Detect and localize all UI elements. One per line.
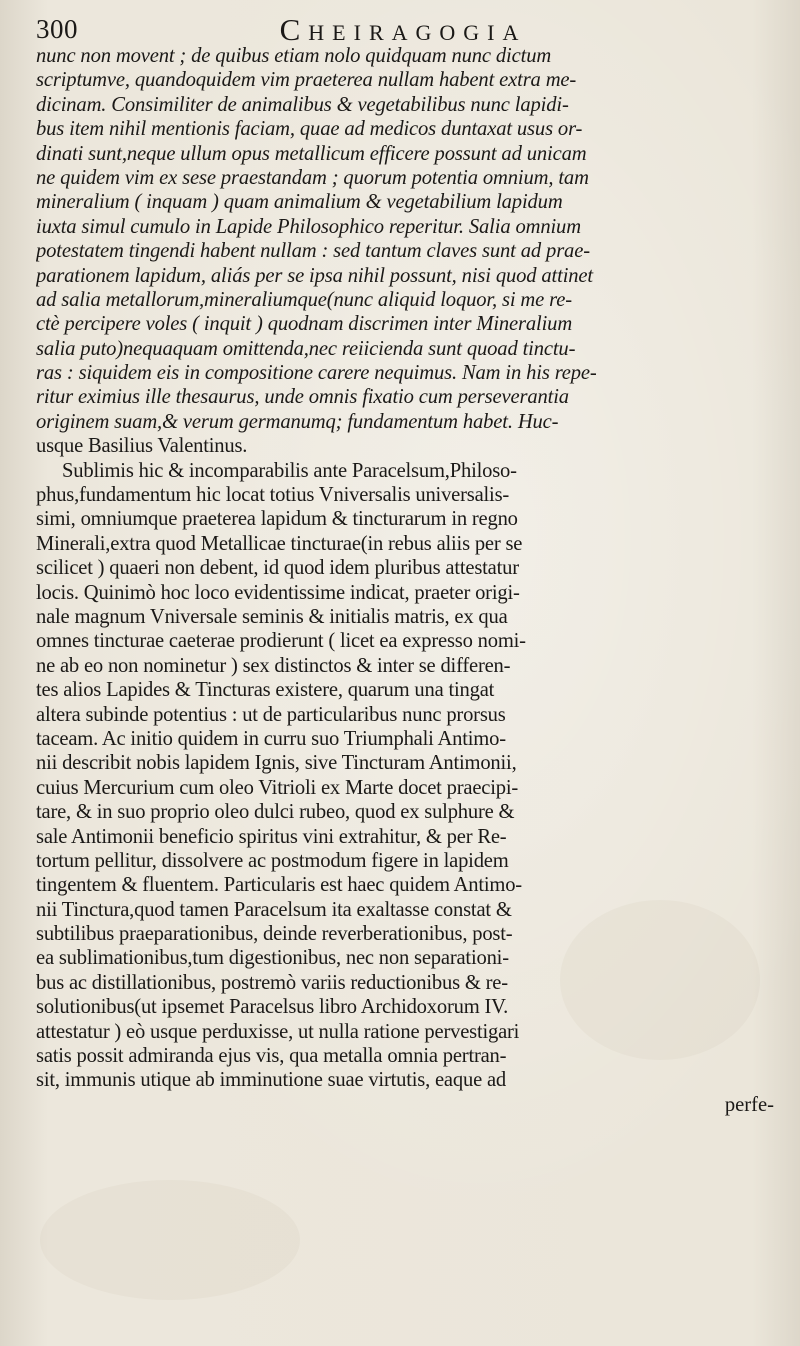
page-header: [36, 12, 770, 48]
text-line: usque Basilius Valentinus.: [36, 435, 248, 458]
text-line: attestatur ) eò usque perduxisse, ut nulla ratione pervestigari: [36, 1020, 520, 1043]
text-line: nunc non movent ; de quibus etiam nolo quidquam nunc dictum: [36, 45, 552, 67]
text-line: locis. Quinimò hoc loco evidentissime indicat, praeter origi-: [36, 581, 520, 604]
text-line: dinati sunt,neque ullum opus metallicum efficere possunt ad unicam: [36, 142, 587, 165]
text-line: ne ab eo non nominetur ) sex distinctos & inter se differen-: [36, 654, 511, 677]
text-line: iuxta simul cumulo in Lapide Philosophico reperitur. Salia omnium: [36, 215, 581, 238]
text-line: ne quidem vim ex sese praestandam ; quorum potentia omnium, tam: [36, 166, 589, 189]
paper-stain: [40, 1180, 300, 1300]
body-text: [36, 44, 778, 1117]
text-line: dicinam. Consimiliter de animalibus & vegetabilibus nunc lapidi-: [36, 93, 569, 116]
text-line: Minerali,extra quod Metallicae tincturae(in rebus aliis per se: [36, 532, 523, 555]
text-line: subtilibus praeparationibus, deinde reverberationibus, post-: [36, 923, 513, 946]
text-line: sit, immunis utique ab imminutione suae virtutis, eaque ad: [36, 1069, 506, 1092]
text-line: ctè percipere voles ( inquit ) quodnam discrimen inter Mineralium: [36, 313, 573, 336]
text-line: ea sublimationibus,tum digestionibus, nec non separationi-: [36, 947, 509, 970]
text-line: Sublimis hic & incomparabilis ante Paracelsum,Philoso-: [62, 459, 517, 482]
text-line: tingentem & fluentem. Particularis est haec quidem Antimo-: [36, 874, 522, 897]
text-line: nale magnum Vniversale seminis & initialis matris, ex qua: [36, 605, 508, 628]
text-line: nii describit nobis lapidem Ignis, sive Tincturam Antimonii,: [36, 752, 517, 775]
text-line: taceam. Ac initio quidem in curru suo Triumphali Antimo-: [36, 727, 506, 750]
text-line: sale Antimonii beneficio spiritus vini extrahitur, & per Re-: [36, 825, 507, 848]
text-line: nii Tinctura,quod tamen Paracelsum ita exaltasse constat &: [36, 898, 512, 921]
text-line: ritur eximius ille thesaurus, unde omnis fixatio cum perseverantia: [36, 386, 569, 409]
text-line: scilicet ) quaeri non debent, id quod idem pluribus attestatur: [36, 557, 519, 580]
text-line: bus item nihil mentionis faciam, quae ad medicos duntaxat usus or-: [36, 118, 583, 141]
text-line: phus,fundamentum hic locat totius Vniversalis universalis-: [36, 484, 510, 507]
text-line: parationem lapidum, aliás per se ipsa nihil possunt, nisi quod attinet: [36, 264, 593, 287]
text-line: tes alios Lapides & Tincturas existere, quarum una tingat: [36, 679, 495, 702]
text-line: simi, omniumque praeterea lapidum & tincturarum in regno: [36, 508, 518, 531]
text-line: solutionibus(ut ipsemet Paracelsus libro Archidoxorum IV.: [36, 996, 509, 1019]
page-number: 300: [36, 14, 78, 44]
running-head: Cheiragogia: [279, 12, 527, 47]
text-line: bus ac distillationibus, postremò variis reductionibus & re-: [36, 971, 508, 994]
text-line: originem suam,& verum germanumq; fundamentum habet. Huc-: [36, 410, 559, 433]
text-line: omnes tincturae caeterae prodierunt ( licet ea expresso nomi-: [36, 630, 526, 653]
text-line: scriptumve, quandoquidem vim praeterea nullam habent extra me-: [36, 69, 577, 92]
text-line: tortum pellitur, dissolvere ac postmodum figere in lapidem: [36, 849, 509, 872]
text-line: ad salia metallorum,mineraliumque(nunc aliquid loquor, si me re-: [36, 288, 572, 311]
text-line: satis possit admiranda ejus vis, qua metalla omnia pertran-: [36, 1045, 507, 1068]
text-line: salia puto)nequaquam omittenda,nec reiicienda sunt quoad tinctu-: [36, 337, 576, 360]
catchword: perfe-: [724, 1093, 774, 1116]
text-line: tare, & in suo proprio oleo dulci rubeo, quod ex sulphure &: [36, 801, 515, 824]
text-line: mineralium ( inquam ) quam animalium & vegetabilium lapidum: [36, 191, 563, 214]
text-line: potestatem tingendi habent nullam : sed tantum claves sunt ad prae-: [36, 240, 590, 263]
text-line: ras : siquidem eis in compositione carere nequimus. Nam in his repe-: [36, 362, 597, 385]
text-line: cuius Mercurium cum oleo Vitrioli ex Marte docet praecipi-: [36, 776, 519, 799]
text-line: altera subinde potentius : ut de particularibus nunc prorsus: [36, 703, 506, 726]
